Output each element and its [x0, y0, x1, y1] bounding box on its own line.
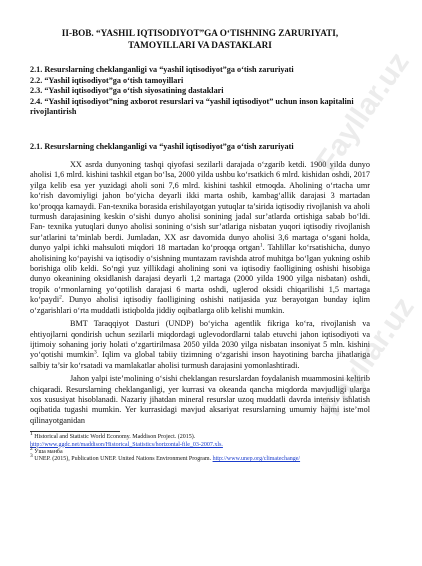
paragraph-text: XX asrda dunyoning tashqi qiyofasi sezilarli darajada o‘zgarib ketdi. 1900 yilda dunyo aholisi 1,6 mlrd. kishini tashkil etgan bo‘lsa, 2000 yilda ushbu ko‘rsatkich 6 mlrd. kishidan oshdi, 2017 yilga kelib esa yer yuzidagi aholi soni 7,6 mlrd. kishini tashkil etmoqda. Aholining o‘rtacha umr ko‘rish davomiyligi jahon bo‘yicha deyarli ikki marta oshib, kambag‘allik darajasi 3 martadan ko‘proqqa kamaydi. Fan-texnika borasida erishilayotgan yutuqlar ta’sirida iqtisodiy rivojlanish va aholi turmush darajasining keskin o‘sishi dunyo aholisi sonining jadal sur’atlarda ortishiga sabab bo‘ldi. Fan- texnika yutuqlari dunyo aholisi sonining o‘sish sur’atlariga nisbatan yuqori iqtisodiy rivojlanish sur’atlarini ta’minlab berdi. Jumladan, XX asr davomida dunyo aholisi 3,6 martaga o‘sgani holda, dunyo yalpi ichki mahsuloti miqdori 18 martadan ko‘proqqa ortgan	[30, 160, 370, 253]
footnote-text: Historical and Statistic World Economy. Maddison Project. (2015).	[34, 434, 196, 441]
footnote-ref[interactable]: 1	[259, 242, 263, 249]
section-heading: 2.1. Resurslarning cheklanganligi va “yashil iqtisodiyot”ga o‘tish zaruriyati	[30, 141, 294, 151]
paragraph-text: BMT Taraqqiyot Dasturi (UNDP) bo‘yicha agentlik fikriga ko‘ra, rivojlanish va ehtiyojlarni qondirish uchun sezilarli miqdordagi uglevodordlarni talab etuvchi jahon iqtisodiyoti va ijtimoiy sohaning joriy holati o‘zgartirilmasa 2050 yilda 2030 yilga nisbatan insoniyat 5 mln. kishini yo‘qotishi mumkin	[30, 319, 370, 360]
footnote-text: UNEP. (2015), Publication UNEP. United Nations Environment Program.	[34, 456, 212, 463]
footnote-link[interactable]: http://www.ggdc.net/maddison/Historical_Statistics/horizontal-file_03-2007.xls.	[30, 441, 223, 448]
chapter-title: II-BOB. “YASHIL IQTISODIYOT”GA O‘TISHNING ZARURIYATI, TAMOYILLARI VA DASTAKLARI	[61, 28, 339, 50]
toc-item[interactable]: 2.4. “Yashil iqtisodiyot”ning axborot resurslari va “yashil iqtisodiyot” uchun inson kapitalini rivojlantirish	[30, 96, 354, 116]
footnote-divider	[30, 431, 120, 432]
body-paragraph	[30, 374, 370, 426]
watermark: Fayllar.uz	[315, 291, 421, 423]
footnote-mark: 3	[30, 453, 33, 460]
footnote-mark: 2	[30, 445, 33, 452]
footnote-1-link-line	[30, 442, 370, 449]
toc-item[interactable]: 2.1. Resurslarning cheklanganligi va “yashil iqtisodiyot”ga o‘tish zaruriyati	[30, 65, 294, 74]
footnotes	[30, 431, 370, 464]
footnote-ref[interactable]: 2	[59, 294, 62, 301]
body-paragraph	[30, 319, 370, 371]
paragraph-text: Jahon yalpi iste’molining o‘sishi cheklangan resurslardan foydalanish muammosini keltirib chiqaradi. Resurslarning cheklanganligi, yer kurrasi va okeanda qancha miqdorda mavjudligi ularga xos xususiyat hisoblanadi. Nazariy jihatdan mineral resurslar uzoq muddatli davrda intensiv ishlatish oqibatida tugashi mumkin. Yer kurrasidagi mavjud aksariyat resurslarning umumiy hajmi iste’mol qilinayotganidan	[30, 374, 370, 425]
footnote-mark: 1	[30, 431, 33, 438]
body-paragraph	[30, 160, 370, 316]
paragraph-text: . Iqlim va global tabiiy tizimning o‘zgarishi inson hayotining barcha jihatlariga salbiy ta’sir ko‘rsatadi va mamlakatlar aholisi turmush darajasini yomonlashtiradi.	[30, 350, 371, 370]
toc-item[interactable]: 2.2. “Yashil iqtisodiyot”ga o‘tish tamoyillari	[30, 75, 184, 85]
footnote-ref[interactable]: 3	[93, 349, 97, 356]
footnote-text: Ўша манба	[34, 448, 63, 455]
toc-item[interactable]: 2.3. “Yashil iqtisodiyot”ga o‘tish siyosatining dastaklari	[30, 86, 224, 95]
footnote-3	[30, 453, 370, 463]
footnote-link[interactable]: http://www.unep.org/climatechange/	[212, 456, 301, 463]
footnote-1	[30, 431, 370, 441]
watermark: Fayllar.uz	[310, 46, 416, 178]
paragraph-text: . Dunyo aholisi iqtisodiy faolligining oshishi natijasida yuz berayotgan bunday iqlim o‘zgarishlari o‘rta muddatli istiqbolda jiddiy oqibatlarga olib kelishi mumkin.	[30, 295, 370, 315]
table-of-contents	[30, 65, 370, 118]
paragraph-text: . Tahlillar ko‘rsatishicha, dunyo aholisining ko‘payishi va iqtisodiy o‘sishning muntazam ravishda atrof muhitga bo‘lgan yukning oshib borishiga olib keldi. So‘ngi yuz yillikdagi aholining soni va iqtisodiy faolligining oshishi hisobiga dunyo okeanining oksidlanish darajasi deyarli 1,2 martaga (2000 yilda 1900 yilga nisbatan) oshdi, tropik o‘rmonlarning yo‘qotilish darajasi 6 marta oshdi, uglerod oksidi chiqarilishi 1,5 martaga ko‘paydi	[30, 243, 370, 305]
